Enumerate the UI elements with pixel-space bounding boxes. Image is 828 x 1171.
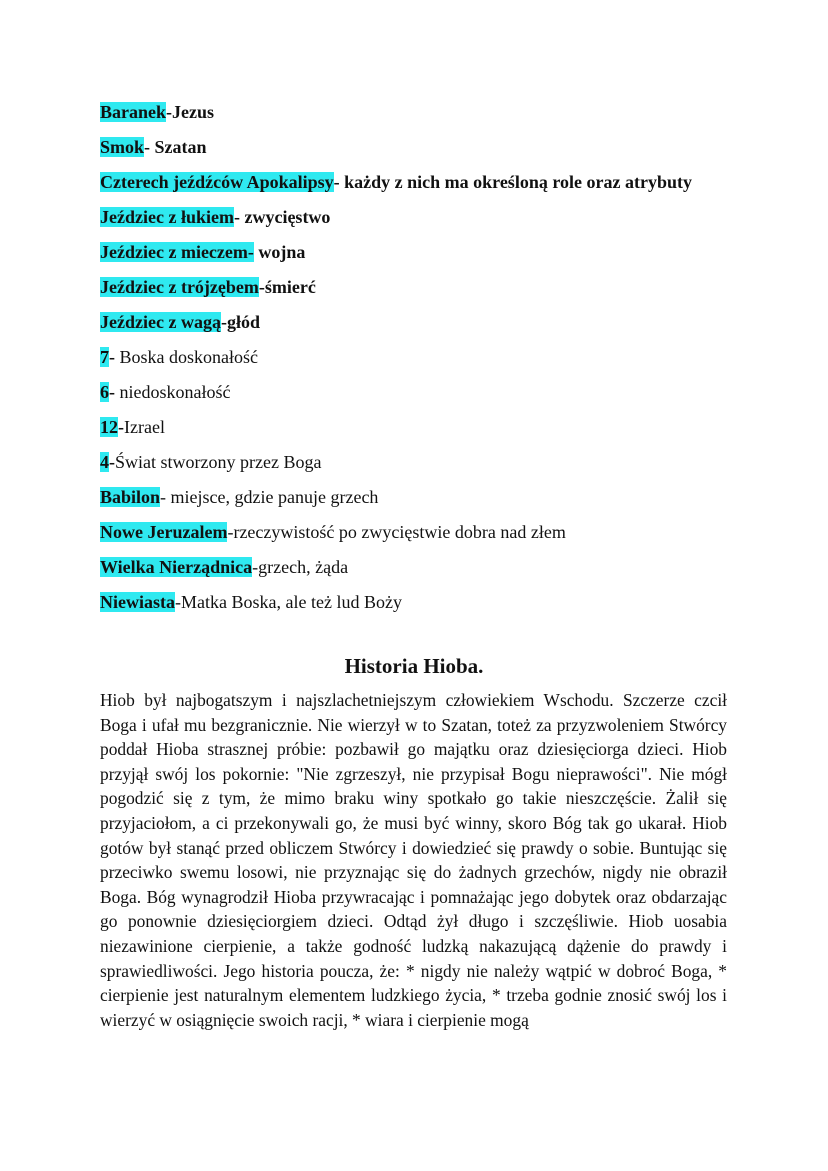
glossary-definition: niedoskonałość: [119, 382, 231, 402]
glossary-term: Czterech jeźdźców Apokalipsy: [100, 172, 334, 192]
glossary-separator: -: [252, 557, 259, 577]
glossary-separator: -: [227, 522, 234, 542]
glossary-term: Smok: [100, 137, 145, 157]
glossary-definition: głód: [226, 312, 260, 332]
glossary-separator: -: [233, 207, 245, 227]
glossary-term: Niewiasta: [100, 592, 175, 612]
glossary-definition: wojna: [258, 242, 306, 262]
glossary-term: 6: [100, 382, 109, 402]
glossary-entry: [100, 590, 700, 614]
glossary-separator: -: [109, 347, 120, 367]
glossary-entry: [100, 450, 700, 474]
glossary-entry: [100, 520, 700, 544]
glossary-definition: Szatan: [154, 137, 207, 157]
glossary-entry: [100, 100, 700, 124]
glossary-entry: [100, 345, 700, 369]
glossary-definition: miejsce, gdzie panuje grzech: [170, 487, 379, 507]
glossary-entry: [100, 275, 700, 299]
glossary-term: Wielka Nierządnica: [100, 557, 253, 577]
glossary-entry: [100, 310, 700, 334]
glossary-separator: -: [333, 172, 345, 192]
glossary-definition: każdy z nich ma określoną role oraz atrybuty: [344, 172, 692, 192]
glossary-definition: Matka Boska, ale też lud Boży: [181, 592, 402, 612]
glossary-term: Jeździec z wagą: [100, 312, 221, 332]
glossary-entry: [100, 555, 700, 579]
section-body: Hiob był najbogatszym i najszlachetniejszym człowiekiem Wschodu. Szczerze czcił Boga i ufał mu bezgranicznie. Nie wierzył w to Szatan, toteż za przyzwoleniem Stwórcy poddał Hioba strasznej próbie: pozbawił go majątku oraz dziesięciorga dzieci. Hiob przyjął swój los pokornie: "Nie zgrzeszył, nie przypisał Bogu nieprawości". Nie mógł pogodzić się z tym, że mimo braku winy spotkało go takie nieszczęście. Żalił się przyjaciołom, a ci przekonywali go, że musi być winny, skoro Bóg tak go ukarał. Hiob gotów był stanąć przed obliczem Stwórcy i dowiedzieć się prawdy o sobie. Buntując się przeciwko swemu losowi, nie przyznając się do żadnych grzechów, nigdy nie obraził Boga. Bóg wynagrodził Hioba przywracając i pomnażając jego dobytek oraz obdarzając go ponownie dziesięciorgiem dzieci. Odtąd żył długo i szczęśliwie. Hiob uosabia niezawinione cierpienie, a także godność ludzką nakazującą dążenie do prawdy i sprawiedliwości. Jego historia poucza, że: * nigdy nie należy wątpić w dobroć Boga, * cierpienie jest naturalnym elementem ludzkiego życia, * trzeba godnie znosić swój los i wierzyć w osiągnięcie swoich racji, * wiara i cierpienie mogą: [100, 690, 727, 1030]
glossary-separator: -: [160, 487, 171, 507]
glossary-entry: [100, 380, 700, 404]
section-title: Historia Hioba.: [344, 654, 484, 678]
glossary-term: Babilon: [100, 487, 161, 507]
glossary-term: Baranek: [100, 102, 167, 122]
glossary-term: Jeździec z mieczem-: [100, 242, 254, 262]
glossary-term: Nowe Jeruzalem: [100, 522, 228, 542]
glossary-separator: -: [220, 312, 227, 332]
glossary-definition: śmierć: [264, 277, 316, 297]
glossary-separator: -: [166, 102, 173, 122]
glossary-entry: [100, 415, 700, 439]
glossary-term: 7: [100, 347, 109, 367]
glossary-term: Jeździec z łukiem: [100, 207, 234, 227]
glossary-entry: [100, 135, 700, 159]
glossary-definition: Boska doskonałość: [119, 347, 258, 367]
glossary-entry: [100, 170, 700, 194]
glossary-separator: -: [175, 592, 181, 612]
symbol-glossary: [100, 100, 700, 625]
glossary-definition: zwycięstwo: [244, 207, 331, 227]
glossary-definition: Jezus: [172, 102, 215, 122]
glossary-separator: -: [109, 382, 120, 402]
glossary-definition: Świat stworzony przez Boga: [115, 452, 322, 472]
glossary-definition: rzeczywistość po zwycięstwie dobra nad złem: [233, 522, 566, 542]
glossary-entry: [100, 205, 700, 229]
glossary-entry: [100, 485, 700, 509]
glossary-term: 4: [100, 452, 109, 472]
glossary-term: Jeździec z trójzębem: [100, 277, 259, 297]
glossary-entry: [100, 240, 700, 264]
glossary-term: 12: [100, 417, 118, 437]
glossary-definition: Izrael: [124, 417, 165, 437]
glossary-definition: grzech, żąda: [258, 557, 349, 577]
glossary-separator: -: [118, 417, 124, 437]
glossary-separator: -: [144, 137, 155, 157]
glossary-separator: -: [258, 277, 265, 297]
glossary-separator: -: [109, 452, 115, 472]
